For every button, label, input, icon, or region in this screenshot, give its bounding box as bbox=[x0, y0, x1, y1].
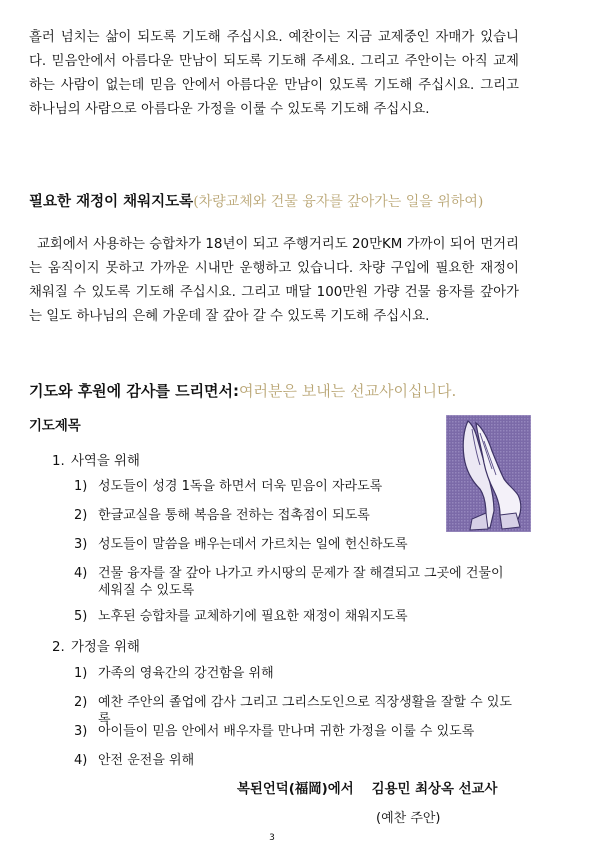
item-text: 예찬 주안의 졸업에 감사 그리고 그리스도인으로 직장생활을 잘할 수 있도록 bbox=[98, 695, 512, 727]
list-item bbox=[74, 565, 520, 599]
item-number: 2) bbox=[74, 695, 88, 710]
thanks-heading-sub: 여러분은 보내는 선교사이십니다. bbox=[239, 382, 457, 400]
signature-names: 김용민 최상옥 선교사 bbox=[371, 782, 498, 797]
group-label: 사역을 위해 bbox=[71, 454, 140, 469]
list-item bbox=[74, 665, 520, 682]
group-label: 가정을 위해 bbox=[71, 640, 140, 655]
item-number: 1) bbox=[74, 666, 88, 681]
intro-paragraph: 흘러 넘치는 삶이 되도록 기도해 주십시요. 예찬이는 지금 교제중인 자매가 있습니다. 믿음안에서 아름다운 만남이 되도록 기도해 주세요. 그리고 주안이는 아직 교제하는 사람이 없는데 믿음 안에서 아름다운 만남이 있도록 기도해 주십시요. 그리고 하나님의 사람으로 아름다운 가정을 이룰 수 있도록 기도해 주십시요. bbox=[29, 30, 519, 117]
prayer-topics-title: 기도제목 bbox=[29, 419, 81, 434]
list-item bbox=[74, 752, 520, 769]
signature-place: 복된언덕(福岡)에서 bbox=[237, 782, 354, 797]
item-number: 3) bbox=[74, 724, 88, 739]
list-item bbox=[74, 536, 520, 553]
item-text: 노후된 승합차를 교체하기에 필요한 재정이 채워지도록 bbox=[98, 609, 408, 624]
item-text: 성도들이 말씀을 배우는데서 가르치는 일에 헌신하도록 bbox=[98, 537, 408, 552]
prayer-group-family bbox=[52, 636, 140, 655]
group-number: 1. bbox=[52, 454, 65, 469]
item-text: 한글교실을 통해 복음을 전하는 접촉점이 되도록 bbox=[98, 508, 370, 523]
prayer-group-ministry bbox=[52, 450, 140, 469]
list-item bbox=[74, 723, 520, 740]
thanks-heading-main: 기도와 후원에 감사를 드리면서: bbox=[29, 382, 240, 400]
list-item bbox=[74, 608, 520, 625]
item-text: 가족의 영육간의 강건함을 위해 bbox=[98, 666, 274, 681]
item-number: 4) bbox=[74, 566, 88, 581]
item-number: 2) bbox=[74, 508, 88, 523]
signature-children: (예찬 주안) bbox=[376, 811, 441, 826]
finance-paragraph: 교회에서 사용하는 승합차가 18년이 되고 주행거리도 20만KM 가까이 되어 먼거리는 움직이지 못하고 가까운 시내만 운행하고 있습니다. 차량 구입에 필요한 재정이 채워질 수 있도록 기도해 주십시요. 그리고 매달 100만원 가량 건물 융자를 갚아가는 일도 하나님의 은혜 가운데 잘 갚아 갈 수 있도록 기도해 주십시요. bbox=[29, 237, 519, 324]
item-number: 5) bbox=[74, 609, 88, 624]
thanks-heading bbox=[29, 380, 456, 401]
item-text: 아이들이 믿음 안에서 배우자를 만나며 귀한 가정을 이룰 수 있도록 bbox=[98, 724, 475, 739]
praying-hands-icon bbox=[446, 415, 531, 532]
finance-heading-sub: (차량교체와 건물 융자를 갚아가는 일을 위하여) bbox=[193, 194, 484, 210]
item-text: 건물 융자를 잘 갚아 나가고 카시땅의 문제가 잘 해결되고 그곳에 건물이 세워질 수 있도록 bbox=[98, 566, 504, 598]
finance-heading-main: 필요한 재정이 채워지도록 bbox=[29, 194, 194, 210]
signature bbox=[237, 778, 497, 797]
item-text: 성도들이 성경 1독을 하면서 더욱 믿음이 자라도록 bbox=[98, 479, 383, 494]
item-number: 3) bbox=[74, 537, 88, 552]
page-number: 3 bbox=[269, 833, 275, 843]
item-text: 안전 운전을 위해 bbox=[98, 753, 195, 768]
group-number: 2. bbox=[52, 640, 65, 655]
item-number: 1) bbox=[74, 479, 88, 494]
item-number: 4) bbox=[74, 753, 88, 768]
finance-heading bbox=[29, 190, 483, 211]
